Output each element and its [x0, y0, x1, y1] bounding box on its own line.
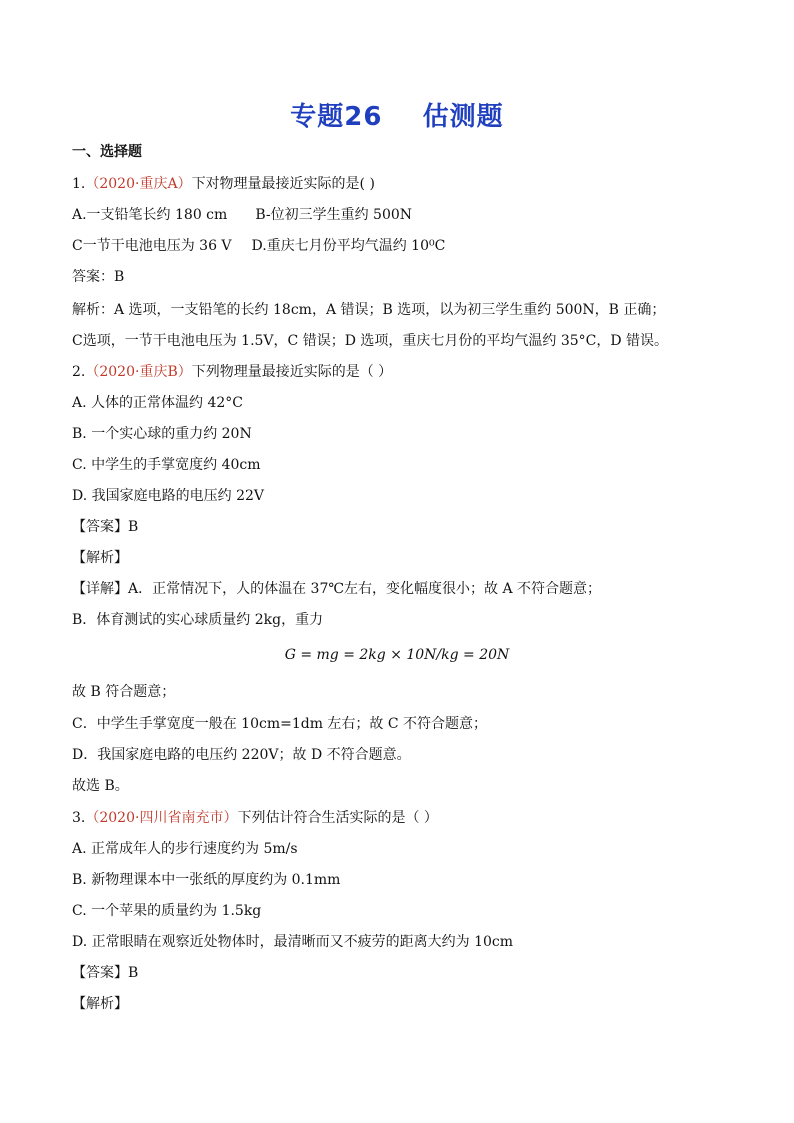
- question-3: [72, 808, 438, 828]
- q3-option-c: C. 一个苹果的质量约为 1.5kg: [72, 903, 262, 919]
- q2-option-b: B. 一个实心球的重力约 20N: [72, 426, 252, 442]
- question-2: [72, 362, 392, 382]
- q1-option-d: D.重庆七月份平均气温约 10⁰C: [251, 238, 446, 254]
- question-source: （2020·重庆B）: [85, 364, 192, 380]
- q2-detail-line-3: 故 B 符合题意；: [72, 684, 176, 700]
- question-1: [72, 174, 375, 194]
- q3-option-a: A. 正常成年人的步行速度约为 5m/s: [72, 841, 298, 857]
- question-stem: 下列估计符合生活实际的是（ ）: [237, 810, 438, 826]
- q3-analysis-heading: 【解析】: [72, 996, 128, 1012]
- q2-detail-line-5: D．我国家庭电路的电压约 220V；故 D 不符合题意。: [72, 747, 411, 763]
- q2-analysis-heading: 【解析】: [72, 550, 128, 566]
- q1-options-row-1: [72, 205, 412, 225]
- q2-detail-line-2: B．体育测试的实心球质量约 2kg，重力: [72, 612, 324, 628]
- q3-option-d: D. 正常眼睛在观察近处物体时，最清晰而又不疲劳的距离大约为 10cm: [72, 934, 514, 950]
- q2-option-a: A. 人体的正常体温约 42°C: [72, 395, 243, 411]
- q1-analysis-line-1: 解析：A 选项，一支铅笔的长约 18cm，A 错误；B 选项，以为初三学生重约 500N，B 正确；: [72, 302, 666, 318]
- question-number: 1.: [72, 176, 86, 192]
- question-number: 2.: [72, 364, 86, 380]
- q2-option-d: D. 我国家庭电路的电压约 22V: [72, 488, 265, 504]
- q3-option-b: B. 新物理课本中一张纸的厚度约为 0.1mm: [72, 872, 341, 888]
- q1-options-row-2: [72, 236, 445, 256]
- q2-conclusion: 故选 B。: [72, 778, 129, 794]
- question-number: 3.: [72, 810, 86, 826]
- q2-detail-line-1: 【详解】A．正常情况下，人的体温在 37℃左右，变化幅度很小；故 A 不符合题意；: [72, 581, 602, 597]
- q1-analysis-line-2: C选项，一节干电池电压为 1.5V，C 错误；D 选项，重庆七月份的平均气温约 35°C，D 错误。: [72, 333, 669, 349]
- question-source: （2020·四川省南充市）: [85, 810, 238, 826]
- section-heading: 一、选择题: [72, 144, 142, 160]
- q1-option-b: B-位初三学生重约 500N: [255, 207, 413, 223]
- question-stem: 下对物理量最接近实际的是( ): [191, 176, 375, 192]
- question-source: （2020·重庆A）: [85, 176, 192, 192]
- question-stem: 下列物理量最接近实际的是（ ）: [191, 364, 393, 380]
- q2-answer: 【答案】B: [72, 519, 139, 535]
- q3-answer: 【答案】B: [72, 965, 139, 981]
- q2-formula: G = mg = 2kg × 10N/kg = 20N: [284, 647, 510, 663]
- q2-detail-line-4: C．中学生手掌宽度一般在 10cm=1dm 左右；故 C 不符合题意；: [72, 716, 488, 732]
- q1-option-a: A.一支铅笔长约 180 cm: [72, 207, 228, 223]
- q1-option-c: C一节干电池电压为 36 V: [72, 238, 232, 254]
- q2-option-c: C. 中学生的手掌宽度约 40cm: [72, 457, 261, 473]
- page-title: 专题26 估测题: [290, 102, 504, 132]
- q1-answer: 答案：B: [72, 269, 125, 285]
